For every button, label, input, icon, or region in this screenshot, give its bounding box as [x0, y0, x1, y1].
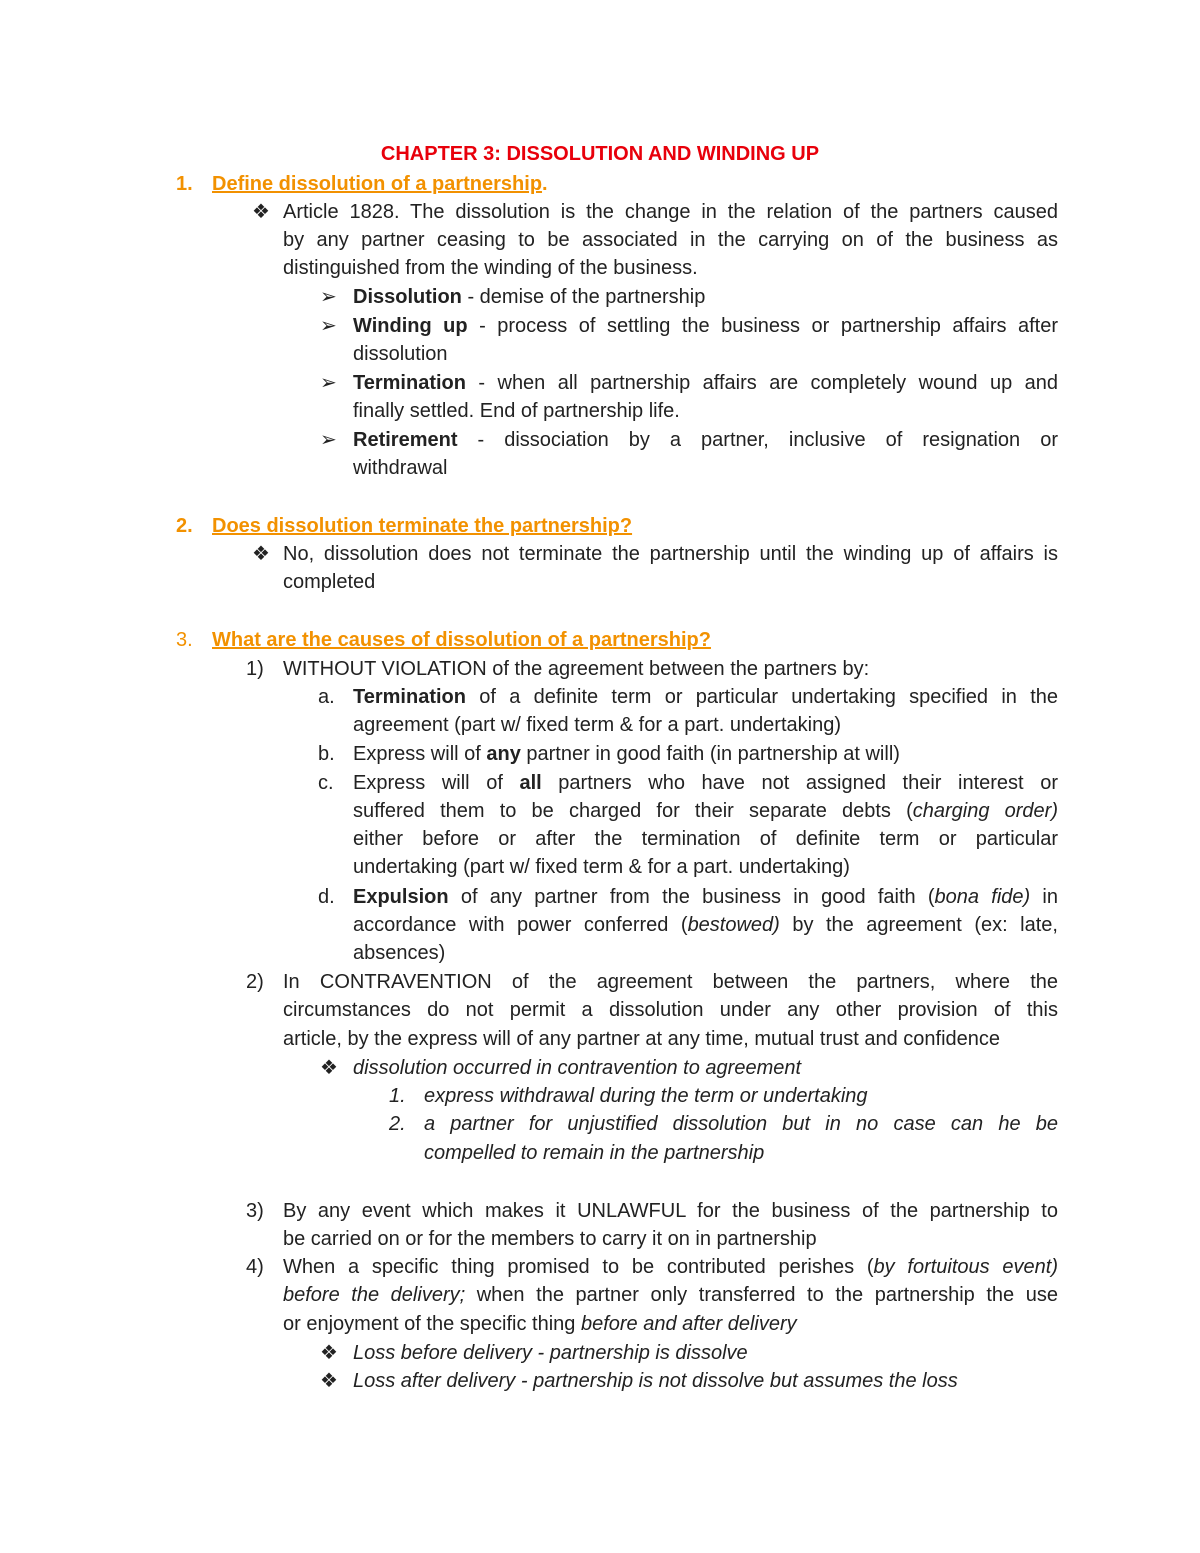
item-b-marker: b.: [318, 743, 335, 765]
cause-4-line-3: [283, 1310, 797, 1338]
cause-2-sub: dissolution occurred in contravention to agreement: [353, 1057, 802, 1079]
item-c-line-2-text: suffered them to be charged for their separate debts (: [353, 800, 913, 822]
term-termination-def: - when all partnership affairs are completely wound up and: [465, 372, 1058, 394]
item-d-line-2: [353, 911, 1058, 939]
item-c-line-2: [353, 797, 1058, 825]
item-b-line: [353, 740, 900, 768]
item-a-line-2: agreement (part w/ fixed term & for a part. undertaking): [353, 714, 841, 736]
cause-4-number: 4): [246, 1256, 264, 1278]
loss-after-delivery: Loss after delivery - partnership is not dissolve but assumes the loss: [353, 1370, 958, 1392]
arrow-bullet-icon: ➢: [320, 429, 337, 451]
item-c-pre: Express will of: [353, 772, 520, 794]
q1-number: 1.: [176, 173, 193, 195]
cause-3-line-1: By any event which makes it UNLAWFUL for the business of the partnership to: [283, 1200, 1058, 1222]
loss-before-delivery: Loss before delivery - partnership is dissolve: [353, 1342, 748, 1364]
term-dissolution-def: - demise of the partnership: [461, 286, 706, 308]
cause-4-line-1-text: When a specific thing promised to be contributed perishes (: [283, 1256, 874, 1278]
page-title: CHAPTER 3: DISSOLUTION AND WINDING UP: [380, 143, 820, 165]
term-dissolution-label: Dissolution: [353, 286, 462, 308]
item-c-line-1: [353, 769, 1058, 797]
term-winding-up-cont: dissolution: [353, 343, 448, 365]
item-d-line-2-pre: accordance with power conferred (: [353, 914, 688, 936]
item-a-marker: a.: [318, 686, 335, 708]
term-winding-up-label: Winding up: [353, 315, 468, 337]
cause-4-line-1: [283, 1253, 1058, 1281]
term-retirement-def: - dissociation by a partner, inclusive of resignation or: [457, 429, 1058, 451]
cause-2-line-1: In CONTRAVENTION of the agreement between the partners, where the: [283, 971, 1058, 993]
item-b-post: partner in good faith (in partnership at will): [520, 743, 900, 765]
diamond-bullet-icon: ❖: [320, 1057, 338, 1079]
cause-2-line-3: article, by the express will of any partner at any time, mutual trust and confidence: [283, 1028, 1001, 1050]
item-d-marker: d.: [318, 886, 335, 908]
item-c-bold: all: [519, 772, 542, 794]
cause-4-line-3-italic: before and after delivery: [580, 1313, 797, 1335]
item-b-pre: Express will of: [353, 743, 487, 765]
diamond-bullet-icon: ❖: [320, 1370, 338, 1392]
q3-number: 3.: [176, 629, 193, 651]
diamond-bullet-icon: ❖: [252, 543, 270, 565]
sub-item-2-line-2: compelled to remain in the partnership: [424, 1142, 765, 1164]
term-termination-label: Termination: [353, 372, 466, 394]
arrow-bullet-icon: ➢: [320, 286, 337, 308]
item-a-rest: of a definite term or particular undertaking specified in the: [465, 686, 1058, 708]
cause-1-number: 1): [246, 658, 264, 680]
q2-heading: Does dissolution terminate the partnership?: [212, 515, 633, 537]
article-line-2: by any partner ceasing to be associated in the carrying on of the business as: [283, 229, 1058, 251]
item-c-marker: c.: [318, 772, 334, 794]
cause-1-text: WITHOUT VIOLATION of the agreement between the partners by:: [283, 658, 870, 680]
sub-item-2-marker: 2.: [389, 1113, 406, 1135]
item-a-term: Termination: [353, 686, 466, 708]
cause-2-number: 2): [246, 971, 264, 993]
diamond-bullet-icon: ❖: [252, 201, 270, 223]
sub-item-2-line-1: a partner for unjustified dissolution but in no case can he be: [424, 1113, 1058, 1135]
q1-dot: .: [542, 173, 548, 195]
item-c-line-3: either before or after the termination of definite term or particular: [353, 828, 1058, 850]
term-termination: [353, 369, 1058, 397]
item-d-end: in: [1030, 886, 1058, 908]
cause-3-number: 3): [246, 1200, 264, 1222]
item-b-bold: any: [486, 743, 521, 765]
article-line-3: distinguished from the winding of the business.: [283, 257, 698, 279]
q2-answer-line-2: completed: [283, 571, 376, 593]
item-d-line-1: [353, 883, 1058, 911]
term-winding-up-def: - process of settling the business or partnership affairs after: [467, 315, 1058, 337]
q2-answer-line-1: No, dissolution does not terminate the partnership until the winding up of affairs is: [283, 543, 1058, 565]
cause-4-line-2-text: when the partner only transferred to the partnership the use: [465, 1284, 1058, 1306]
q1-text: Define dissolution of a partnership: [212, 173, 543, 195]
arrow-bullet-icon: ➢: [320, 372, 337, 394]
cause-4-line-2-italic: before the delivery;: [283, 1284, 466, 1306]
sub-item-1-marker: 1.: [389, 1085, 406, 1107]
cause-2-line-2: circumstances do not permit a dissolution under any other provision of this: [283, 999, 1058, 1021]
arrow-bullet-icon: ➢: [320, 315, 337, 337]
q2-number: 2.: [176, 515, 193, 537]
article-line-1: Article 1828. The dissolution is the change in the relation of the partners caused: [283, 201, 1058, 223]
item-d-term: Expulsion: [353, 886, 449, 908]
item-d-line-2-italic: bestowed): [687, 914, 780, 936]
term-retirement-label: Retirement: [353, 429, 458, 451]
term-retirement: [353, 426, 1058, 454]
q3-heading: What are the causes of dissolution of a partnership?: [212, 629, 711, 651]
diamond-bullet-icon: ❖: [320, 1342, 338, 1364]
term-termination-cont: finally settled. End of partnership life.: [353, 400, 680, 422]
term-winding-up: [353, 312, 1058, 340]
item-d-mid: of any partner from the business in good faith (: [448, 886, 935, 908]
term-retirement-cont: withdrawal: [353, 457, 448, 479]
q1-heading: [212, 170, 548, 198]
item-a-line-1: [353, 683, 1058, 711]
sub-item-1: express withdrawal during the term or undertaking: [424, 1085, 868, 1107]
item-d-italic: bona fide): [934, 886, 1031, 908]
item-d-line-3: absences): [353, 942, 446, 964]
item-c-line-2-italic: charging order): [912, 800, 1059, 822]
cause-3-line-2: be carried on or for the members to carry it on in partnership: [283, 1228, 817, 1250]
item-c-line-4: undertaking (part w/ fixed term & for a part. undertaking): [353, 856, 850, 878]
cause-4-line-1-italic: by fortuitous event): [873, 1256, 1058, 1278]
cause-4-line-2: [283, 1281, 1058, 1309]
item-c-post: partners who have not assigned their interest or: [541, 772, 1058, 794]
cause-4-line-3-text: or enjoyment of the specific thing: [283, 1313, 581, 1335]
item-d-line-2-post: by the agreement (ex: late,: [779, 914, 1058, 936]
term-dissolution: [353, 283, 705, 311]
